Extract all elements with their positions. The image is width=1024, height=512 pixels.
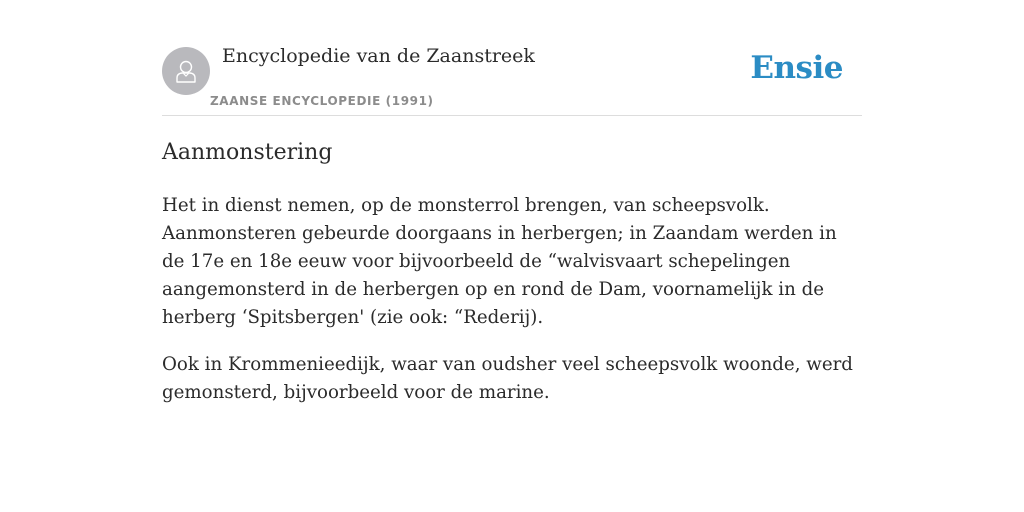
header — [162, 0, 862, 116]
user-icon — [172, 57, 200, 85]
source-title[interactable]: Encyclopedie van de Zaanstreek — [222, 45, 535, 67]
article-paragraph: Het in dienst nemen, op de monsterrol brengen, van scheepsvolk. Aanmonsteren gebeurde doorgaans in herbergen; in Zaandam werden in de 17e en 18e eeuw voor bijvoorbeeld de “walvisvaart schepelingen aangemonsterd in de herbergen op en rond de Dam, voornamelijk in de herberg ‘Spitsbergen' (zie ook: “Rederij). — [162, 195, 837, 328]
page — [162, 0, 862, 403]
source-subtitle: ZAANSE ENCYCLOPEDIE (1991) — [210, 94, 434, 108]
article-title: Aanmonstering — [162, 140, 333, 165]
avatar[interactable] — [162, 47, 210, 95]
article-paragraph: Ook in Krommenieedijk, waar van oudsher veel scheepsvolk woonde, werd gemonsterd, bijvoorbeeld voor de marine. — [162, 354, 853, 403]
brand-logo[interactable]: Ensie — [750, 50, 843, 86]
article-body — [162, 192, 862, 426]
